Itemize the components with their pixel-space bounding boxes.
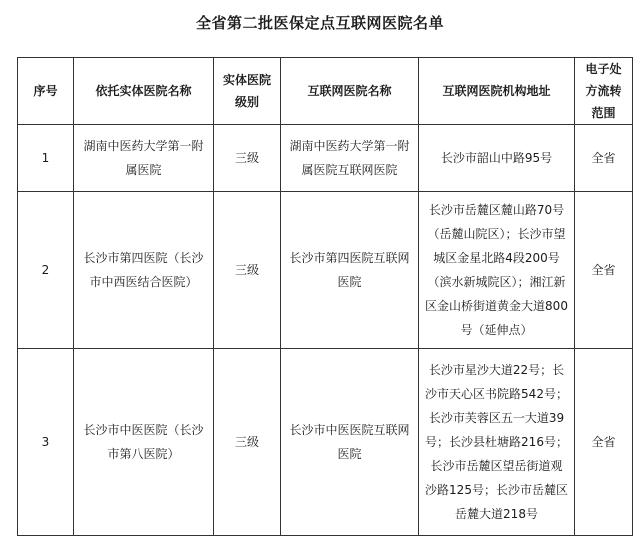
header-level: 实体医院级别 xyxy=(214,58,281,125)
cell-internet-hospital: 湖南中医药大学第一附属医院互联网医院 xyxy=(281,125,419,192)
header-entity-hospital: 依托实体医院名称 xyxy=(74,58,214,125)
header-internet-hospital: 互联网医院名称 xyxy=(281,58,419,125)
document-title: 全省第二批医保定点互联网医院名单 xyxy=(195,14,444,32)
cell-internet-hospital: 长沙市第四医院互联网医院 xyxy=(281,192,419,349)
cell-level: 三级 xyxy=(214,192,281,349)
header-address: 互联网医院机构地址 xyxy=(419,58,575,125)
cell-entity-hospital: 湖南中医药大学第一附属医院 xyxy=(74,125,214,192)
cell-level: 三级 xyxy=(214,125,281,192)
cell-address: 长沙市岳麓区麓山路70号（岳麓山院区）；长沙市望城区金星北路4段200号（滨水新城院区）；湘江新区金山桥街道黄金大道800号（延伸点） xyxy=(419,192,575,349)
cell-seq: 1 xyxy=(18,125,74,192)
table-row xyxy=(18,349,633,536)
header-scope: 电子处方流转范围 xyxy=(575,58,633,125)
table-header-row xyxy=(18,58,633,125)
cell-scope: 全省 xyxy=(575,125,633,192)
cell-entity-hospital: 长沙市中医医院（长沙市第八医院） xyxy=(74,349,214,536)
cell-entity-hospital: 长沙市第四医院（长沙市中西医结合医院） xyxy=(74,192,214,349)
cell-scope: 全省 xyxy=(575,349,633,536)
cell-scope: 全省 xyxy=(575,192,633,349)
table-row xyxy=(18,192,633,349)
table-row xyxy=(18,125,633,192)
cell-seq: 3 xyxy=(18,349,74,536)
header-seq: 序号 xyxy=(18,58,74,125)
cell-address: 长沙市韶山中路95号 xyxy=(419,125,575,192)
cell-seq: 2 xyxy=(18,192,74,349)
cell-internet-hospital: 长沙市中医医院互联网医院 xyxy=(281,349,419,536)
cell-address: 长沙市星沙大道22号；长沙市天心区书院路542号；长沙市芙蓉区五一大道39号；长沙县杜塘路216号；长沙市岳麓区望岳街道观沙路125号；长沙市岳麓区岳麓大道218号 xyxy=(419,349,575,536)
cell-level: 三级 xyxy=(214,349,281,536)
hospital-list-table xyxy=(17,57,633,536)
